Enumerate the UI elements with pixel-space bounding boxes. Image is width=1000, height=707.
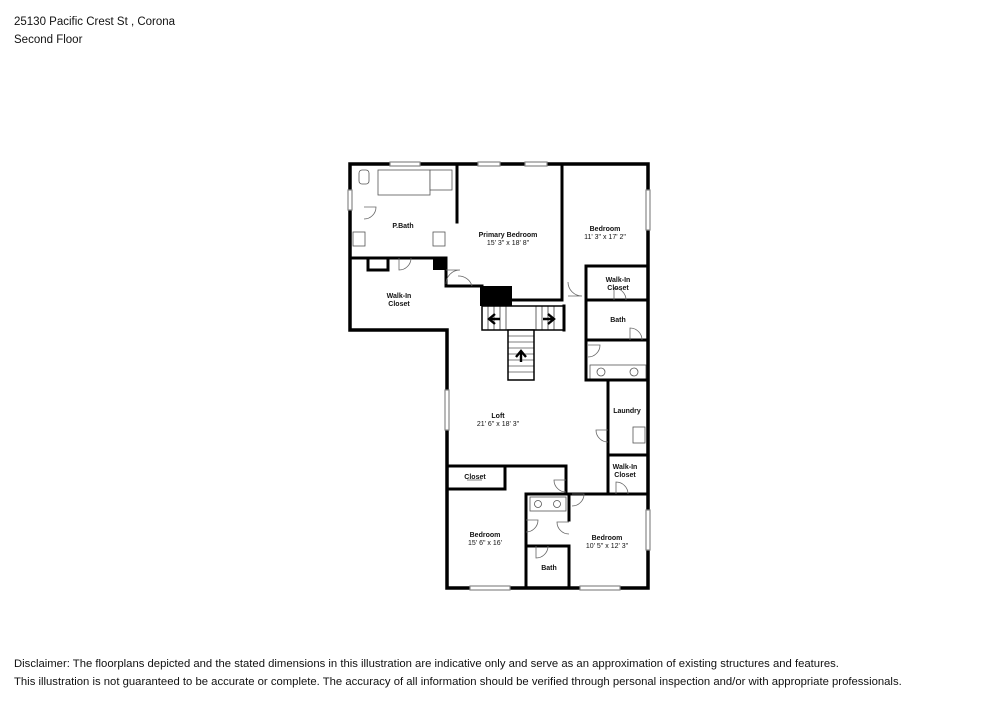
toilet-icon (359, 170, 369, 184)
door (568, 282, 582, 296)
door (557, 522, 569, 534)
room-wic-w-name: Walk-In Closet (386, 293, 412, 308)
room-bed-se-dims: 10' 5" x 12' 3" (585, 543, 629, 550)
room-primary-dims: 15' 3" x 18' 8" (486, 240, 530, 247)
disclaimer-line-1: Disclaimer: The floorplans depicted and the stated dimensions in this illustration are indicative only and serve as an approximation of existing structures and features. (14, 658, 839, 670)
disclaimer-line-2: This illustration is not guaranteed to be accurate or complete. The accuracy of all information should be verified through personal inspection and/or with appropriate professionals. (14, 676, 902, 688)
window (470, 586, 510, 590)
room-loft-dims: 21' 6" x 18' 3" (476, 421, 520, 428)
column (433, 258, 445, 270)
door (596, 430, 608, 442)
window (646, 510, 650, 550)
door (554, 480, 566, 492)
room-bed-se-name: Bedroom (591, 535, 623, 542)
staircase (482, 306, 564, 380)
door (588, 345, 600, 357)
door (572, 494, 584, 506)
door (399, 258, 411, 270)
room-wic-se-name: Walk-In Closet (612, 464, 638, 479)
window (348, 190, 352, 210)
room-bed-sw-name: Bedroom (469, 532, 501, 539)
sink-icon (630, 368, 638, 376)
sink-icon (535, 501, 542, 508)
room-laundry-name: Laundry (613, 408, 641, 415)
room-labels (387, 223, 641, 572)
door (616, 482, 628, 494)
room-bed-ne-dims: 11' 3" x 17' 2" (584, 234, 626, 241)
sink-icon (554, 501, 561, 508)
door (536, 546, 548, 558)
shower-icon (430, 170, 452, 190)
room-wic-ne-name: Walk-In Closet (605, 277, 631, 292)
room-bath-e-name: Bath (610, 317, 626, 324)
room-bed-ne-name: Bedroom (589, 226, 621, 233)
room-bed-sw-dims: 15' 6" x 16' (468, 540, 502, 547)
floor-label: Second Floor (14, 34, 83, 46)
door (630, 328, 642, 340)
door (364, 207, 376, 219)
sink-icon (433, 232, 445, 246)
window (445, 390, 449, 430)
window (580, 586, 620, 590)
door (526, 520, 538, 532)
window (390, 162, 420, 166)
door (446, 270, 460, 284)
window (525, 162, 547, 166)
room-loft-name: Loft (491, 413, 505, 420)
window (646, 190, 650, 230)
window (478, 162, 500, 166)
tub-surround (378, 170, 430, 195)
room-primary-name: Primary Bedroom (478, 232, 538, 239)
doors (364, 207, 642, 558)
address-title: 25130 Pacific Crest St , Corona (14, 16, 176, 28)
laundry-sink-icon (633, 427, 645, 443)
door (458, 276, 472, 286)
sink-icon (353, 232, 365, 246)
column (480, 286, 512, 306)
room-closet-name: Closet (464, 474, 486, 481)
sink-icon (597, 368, 605, 376)
room-pbath-name: P.Bath (392, 223, 414, 230)
room-bath-s-name: Bath (541, 565, 557, 572)
